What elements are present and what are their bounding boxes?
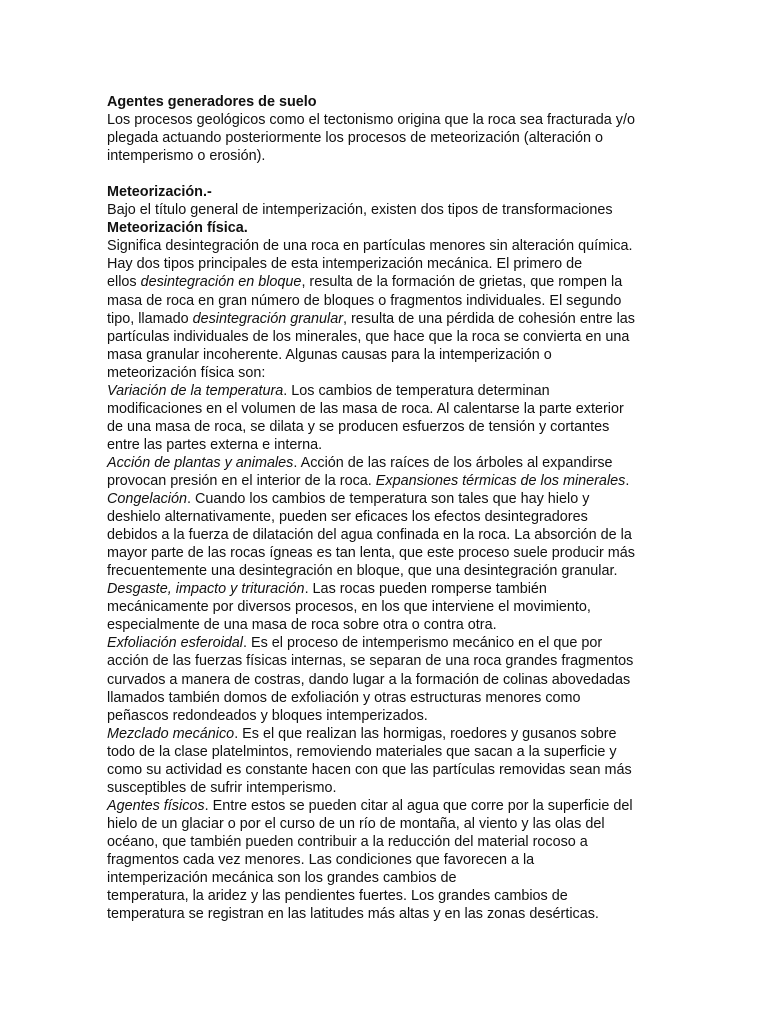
text-line <box>107 328 707 346</box>
text-segment: Los procesos geológicos como el tectonismo origina que la roca sea fracturada y/o <box>107 112 635 129</box>
text-line <box>107 255 707 273</box>
italic-term: Expansiones térmicas de los minerales <box>375 472 626 489</box>
text-segment: tipo, llamado <box>107 310 193 327</box>
text-line <box>107 472 707 490</box>
text-line <box>107 490 707 508</box>
text-segment: especialmente de una masa de roca sobre otra o contra otra. <box>107 617 497 634</box>
text-segment: debidos a la fuerza de dilatación del agua confinada en la roca. La absorción de la <box>107 527 632 544</box>
text-line <box>107 400 707 418</box>
italic-term: Agentes físicos <box>107 797 205 814</box>
text-segment: mecánicamente por diversos procesos, en los que interviene el movimiento, <box>107 599 591 616</box>
text-line <box>107 129 707 147</box>
text-segment: . Cuando los cambios de temperatura son tales que hay hielo y <box>187 491 590 508</box>
text-line <box>107 544 707 562</box>
text-line <box>107 454 707 472</box>
text-segment: Significa desintegración de una roca en partículas menores sin alteración química. <box>107 238 633 255</box>
text-line <box>107 201 707 219</box>
text-segment: como su actividad es constante hacen con que las partículas removidas sean más <box>107 761 632 778</box>
text-segment: . Es el que realizan las hormigas, roedores y gusanos sobre <box>234 725 617 742</box>
text-line <box>107 833 707 851</box>
text-line <box>107 815 707 833</box>
text-segment: hielo de un glaciar o por el curso de un río de montaña, al viento y las olas del <box>107 815 605 832</box>
text-segment: de una masa de roca, se dilata y se producen esfuerzos de tensión y cortantes <box>107 418 610 435</box>
text-segment: modificaciones en el volumen de las masa de roca. Al calentarse la parte exterior <box>107 400 624 417</box>
heading-meteorizacion <box>107 183 707 201</box>
bold-text: Meteorización física. <box>107 220 248 237</box>
text-line <box>107 598 707 616</box>
text-segment: intemperismo o erosión). <box>107 148 266 165</box>
italic-term: Desgaste, impacto y trituración <box>107 581 305 598</box>
text-line <box>107 634 707 652</box>
text-line <box>107 237 707 255</box>
text-line <box>107 671 707 689</box>
text-segment: océano, que también pueden contribuir a la reducción del material rocoso a <box>107 833 588 850</box>
italic-term: Acción de plantas y animales <box>107 454 294 471</box>
text-line <box>107 382 707 400</box>
text-line <box>107 725 707 743</box>
text-line <box>107 526 707 544</box>
heading-agentes <box>107 93 707 111</box>
text-segment: masa de roca en gran número de bloques o fragmentos individuales. El segundo <box>107 292 622 309</box>
text-line <box>107 887 707 905</box>
text-segment: partículas individuales de los minerales, que hace que la roca se convierta en una <box>107 328 630 345</box>
text-segment: , resulta de una pérdida de cohesión entre las <box>343 310 636 327</box>
text-line <box>107 652 707 670</box>
text-segment: mayor parte de las rocas ígneas es tan lenta, que este proceso suele producir más <box>107 545 635 562</box>
text-segment: Bajo el título general de intemperización, existen dos tipos de transformaciones <box>107 202 613 219</box>
text-segment: deshielo alternativamente, pueden ser eficaces los efectos desintegradores <box>107 509 588 526</box>
text-line <box>107 562 707 580</box>
text-segment: Hay dos tipos principales de esta intemperización mecánica. El primero de <box>107 256 583 273</box>
text-segment: . Las rocas pueden romperse también <box>304 581 547 598</box>
italic-term: Mezclado mecánico <box>107 725 235 742</box>
bold-text: Agentes generadores de suelo <box>107 94 317 110</box>
text-line <box>107 905 707 923</box>
text-segment: fragmentos cada vez menores. Las condiciones que favorecen a la <box>107 851 535 868</box>
text-segment: masa granular incoherente. Algunas causas para la intemperización o <box>107 346 552 363</box>
text-line <box>107 310 707 328</box>
text-line <box>107 508 707 526</box>
text-line <box>107 580 707 598</box>
text-line <box>107 779 707 797</box>
text-line <box>107 689 707 707</box>
text-segment: . Los cambios de temperatura determinan <box>283 382 550 399</box>
text-line <box>107 743 707 761</box>
text-segment: . Es el proceso de intemperismo mecánico en el que por <box>243 635 603 652</box>
text-line <box>107 346 707 364</box>
text-segment: acción de las fuerzas físicas internas, se separan de una roca grandes fragmentos <box>107 653 634 670</box>
text-line <box>107 292 707 310</box>
text-segment: todo de la clase platelmintos, removiendo materiales que sacan a la superficie y <box>107 743 617 760</box>
text-segment: . Entre estos se pueden citar al agua que corre por la superficie del <box>204 797 633 814</box>
text-segment: curvados a manera de costras, dando lugar a la formación de colinas abovedadas <box>107 671 631 688</box>
text-segment: peñascos redondeados y bloques intemperizados. <box>107 707 428 724</box>
text-line <box>107 436 707 454</box>
bold-text: Meteorización.- <box>107 184 212 201</box>
text-segment: entre las partes externa e interna. <box>107 436 323 453</box>
document-body <box>107 93 707 923</box>
text-line <box>107 707 707 725</box>
text-line <box>107 797 707 815</box>
text-segment: intemperización mecánica son los grandes cambios de <box>107 870 457 887</box>
text-line <box>107 364 707 382</box>
heading-meteorizacion-fisica <box>107 219 707 237</box>
text-segment: . <box>625 472 630 489</box>
text-line <box>107 147 707 165</box>
text-line <box>107 273 707 291</box>
text-line <box>107 761 707 779</box>
text-segment: llamados también domos de exfoliación y otras estructuras menores como <box>107 689 581 706</box>
italic-term: Variación de la temperatura <box>107 382 284 399</box>
text-segment: temperatura, la aridez y las pendientes fuertes. Los grandes cambios de <box>107 888 568 905</box>
text-segment: temperatura se registran en las latitudes más altas y en las zonas desérticas. <box>107 906 599 923</box>
italic-term: Exfoliación esferoidal <box>107 635 243 652</box>
text-segment: susceptibles de sufrir intemperismo. <box>107 779 337 796</box>
text-segment: provocan presión en el interior de la roca. <box>107 472 376 489</box>
italic-term: desintegración en bloque <box>140 274 302 291</box>
text-segment: frecuentemente una desintegración en bloque, que una desintegración granular. <box>107 563 618 580</box>
text-segment: meteorización física son: <box>107 364 266 381</box>
text-line <box>107 869 707 887</box>
blank-line <box>107 165 707 183</box>
text-segment: plegada actuando posteriormente los procesos de meteorización (alteración o <box>107 130 603 147</box>
text-segment: , resulta de la formación de grietas, que rompen la <box>301 274 623 291</box>
text-segment: ellos <box>107 274 141 291</box>
text-line <box>107 111 707 129</box>
text-segment: . Acción de las raíces de los árboles al expandirse <box>293 454 613 471</box>
italic-term: Congelación <box>107 491 188 508</box>
text-line <box>107 851 707 869</box>
text-line <box>107 418 707 436</box>
text-line <box>107 616 707 634</box>
italic-term: desintegración granular <box>192 310 343 327</box>
